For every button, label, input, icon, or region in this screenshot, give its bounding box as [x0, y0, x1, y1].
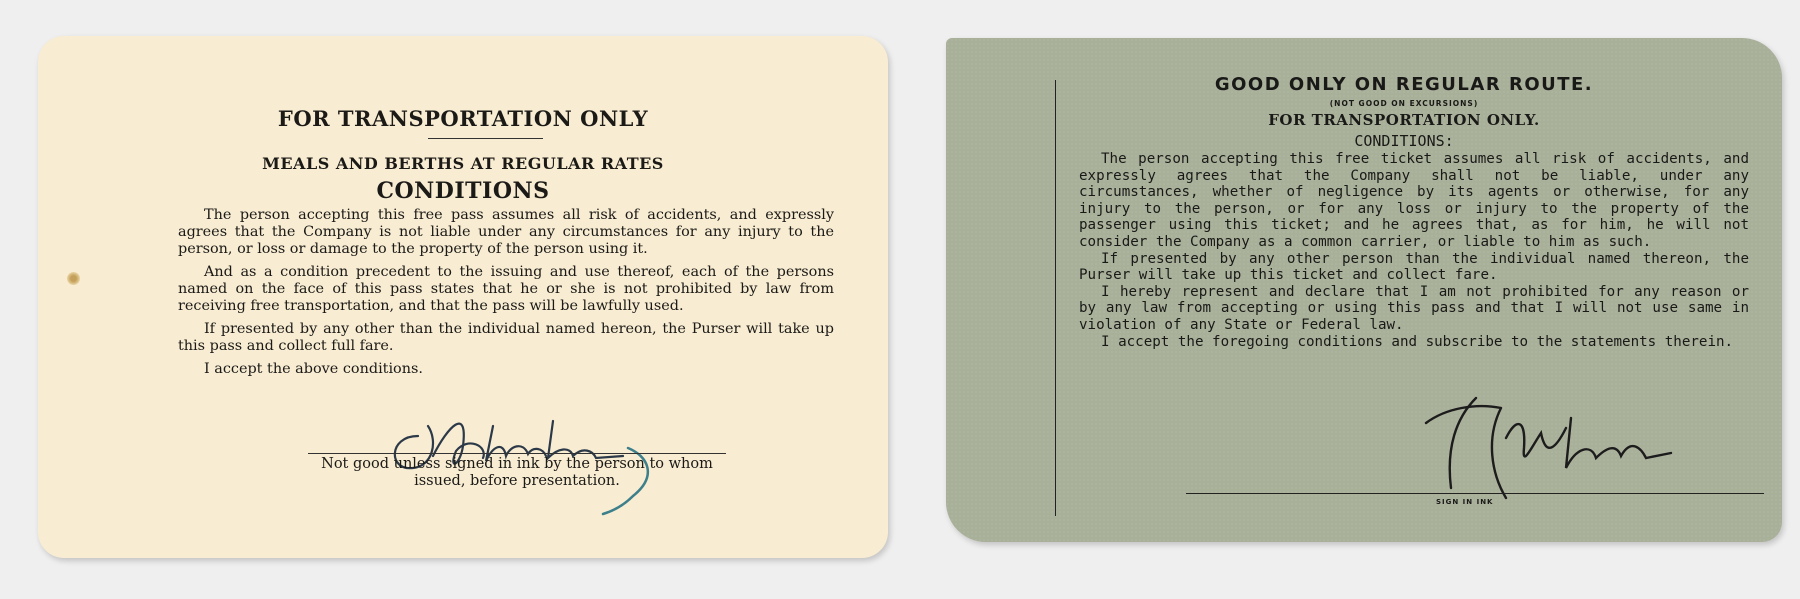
- condition-paragraph-4: I accept the foregoing conditions and subscribe to the statements therein.: [1101, 333, 1734, 350]
- signature-instruction: Not good unless signed in ink by the person to whom issued, before presentation.: [321, 456, 713, 489]
- condition-paragraph-3: I hereby represent and declare that I am not prohibited for any reason or by any law from accepting or using this pass and that I will not use same in violation of any State or Federal law.: [1079, 283, 1749, 333]
- conditions-heading: CONDITIONS:: [1354, 132, 1454, 150]
- condition-paragraph-2: And as a condition precedent to the issuing and use thereof, each of the persons named on the face of this pass states that he or she is not prohibited by law from receiving free transportation, and that the pass will be lawfully used.: [178, 264, 834, 314]
- card-title: FOR TRANSPORTATION ONLY: [277, 106, 649, 131]
- card-subtitle: FOR TRANSPORTATION ONLY.: [1268, 111, 1540, 129]
- free-ticket-card-right: [946, 38, 1782, 542]
- title-divider: [428, 138, 543, 139]
- conditions-heading: CONDITIONS: [376, 178, 550, 204]
- signature-line: [1186, 493, 1764, 494]
- condition-paragraph-3: If presented by any other than the individual named hereon, the Purser will take up this pass and collect full fare.: [178, 321, 834, 354]
- condition-paragraph-4: I accept the above conditions.: [204, 361, 423, 377]
- free-pass-card-left: [38, 36, 888, 558]
- card-title: GOOD ONLY ON REGULAR ROUTE.: [1214, 74, 1594, 95]
- condition-paragraph-1: The person accepting this free ticket assumes all risk of accidents, and expressly agrees that the Company shall not be liable, under any circumstances, whether of negligence by its agents or otherwise, for any injury to the person, or for any loss or injury to the property of the passenger using this ticket; and he agrees that, as for him, he will not consider the Company as a common carrier, or liable to him as such.: [1079, 151, 1749, 250]
- sign-in-ink-label: SIGN IN INK: [1436, 498, 1494, 506]
- signature-line: [308, 453, 726, 454]
- condition-paragraph-1: The person accepting this free pass assumes all risk of accidents, and expressly agrees that the Company is not liable under any circumstances for any injury to the person, or loss or damage to the property of the person using it.: [178, 207, 834, 257]
- card-subtitle: MEALS AND BERTHS AT REGULAR RATES: [262, 154, 664, 173]
- conditions-text: [1079, 151, 1749, 350]
- excursion-note: (NOT GOOD ON EXCURSIONS): [1329, 99, 1479, 108]
- condition-paragraph-2: If presented by any other person than the individual named thereon, the Purser will take up this ticket and collect fare.: [1079, 250, 1749, 284]
- handwritten-signature: [1406, 378, 1706, 518]
- punch-hole: [67, 272, 80, 285]
- conditions-text: [178, 207, 834, 384]
